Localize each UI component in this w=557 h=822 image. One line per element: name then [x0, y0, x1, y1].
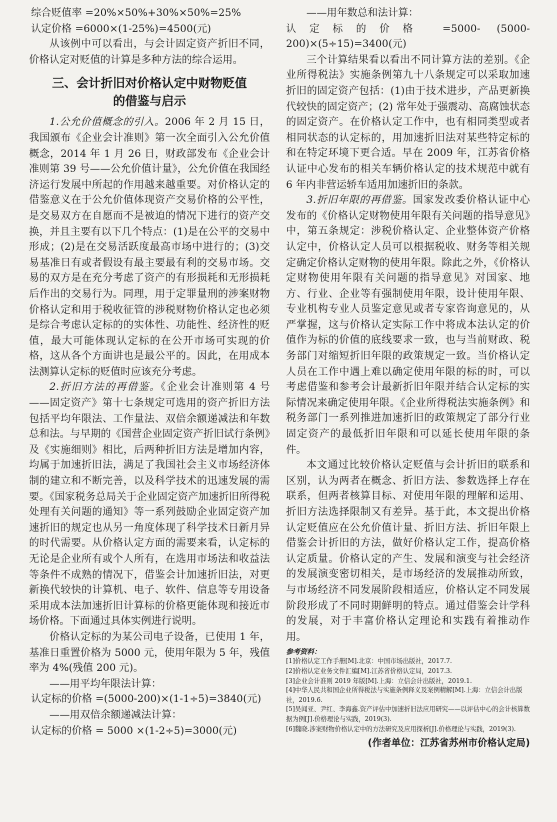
- section-heading-line: 三、会计折旧对价格认定中财物贬值: [52, 76, 247, 91]
- paragraph-text: 《企业会计准则第 4 号——固定资产》第十七条规定可选用的资产折旧方法包括平均年限法、工作量法、双倍余额递减法和年数总和法。与早期的《国营企业固定资产折旧试行条例》及《实施细则》相比，后两种折旧方法是增加内容，均属于加速折旧法，满足了我国社会主义市场经济体制的建立和不断完善，以及科学技术的迅速发展的需要。《国家税务总局关于企业固定资产加速折旧所得税处理有关问题的通知》等一系列鼓励企业固定资产加速折旧的规定也从另一角度体现了科学技术日新月异的时代需要。从价格认定方面的需要来看，认定标的无论是企业所有或个人所有，在选用市场法和收益法等条件不成熟的情况下，借鉴会计加速折旧法，对更新换代较快的计算机、电子、软件、信息等专用设备采用成本法加速折旧计算标的价格更能体现和接近市场价格。下面通过具体实例进行说明。: [29, 382, 270, 628]
- reference-item: [4]中华人民共和国企业所得税法与实施条例释义及案例精解[M].上海：立信会计出版社，2019.6.: [286, 687, 523, 704]
- paragraph: [29, 115, 270, 380]
- paragraph-text: 2006 年 2 月 15 日，我国颁布《企业会计准则》第一次全面引入公允价值概念，2014 年 1 月 26 日，财政部发布《企业会计准则第 39 号——公允价值计量》，公允价值在我国经济运行发展中所起的作用越来越重要。对价格认定的借鉴意义在于公允价值体现资产交易价格的公平性，是交易双方在自愿而不是被迫的情况下进行的资产交换，并且主要有以下几个特点：(1)是在公平的交易中形成；(2)是在交易活跃度最高市场中进行的；(3)交易基准日有或者假设有最主要最有利的交易市场。交易的双方是在充分考虑了资产的有形损耗和无形损耗后作出的交易行为。同理，用于定罪量刑的涉案财物价格认定和用于税收征管的涉税财物价格认定也必须是综合考虑认定标的的实体性、功能性、经济性的贬值，最大可能体现认定标的在公开市场可实现的价格，这从各个方面讲也是最公平的。因此，在用成本法测算认定标的贬值时应该充分考虑。: [29, 117, 270, 378]
- right-column: [286, 6, 530, 752]
- subheading: 2.折旧方法的再借鉴。: [49, 382, 161, 394]
- references: [286, 646, 530, 734]
- subheading: 1.公允价值概念的引入。: [49, 117, 165, 129]
- author-affiliation: (作者单位：江苏省苏州市价格认定局): [367, 738, 530, 750]
- paragraph: 三个计算结果看以看出不同计算方法的差别。《企业所得税法》实施条例第九十八条规定可以采取加速折旧的固定资产包括：(1)由于技术进步，产品更新换代较快的固定资产；(2) 常年处于强震动、高腐蚀状态的固定资产。在价格认定工作中，也有相同类型或者相同状态的认定标的，用加速折旧法对某些特定标的和在特定环境下更合适。早在 2009 年，江苏省价格认证中心发布的相关车辆价格认定的技术规范中就有 6 年内非营运轿车适用加速折旧的条款。: [286, 54, 530, 191]
- formula-line: 综合贬值率 =20%×50%+30%×50%=25%: [31, 8, 242, 19]
- paragraph: 从该例中可以看出，与会计固定资产折旧不同，价格认定对贬值的计算是多种方法的综合运用。: [29, 39, 270, 66]
- reference-item: [1]价格认定工作手册[M].北京：中国市场出版社，2017.7.: [286, 658, 452, 666]
- paragraph: 价格认定标的为某公司电子设备，已使用 1 年，基准日重置价格为 5000 元，使用年限为 5 年，残值率为 4%(残值 200 元)。: [29, 631, 270, 675]
- subheading: 3.折旧年限的再借鉴。: [306, 195, 413, 207]
- formula-caption: ——用年数总和法计算：: [306, 8, 419, 19]
- reference-item: [2]价格认定业务文件汇编[M].江苏省价格认定局，2017.3.: [286, 667, 452, 675]
- paragraph-text: 国家发改委价格认证中心发布的《价格认定财物使用年限有关问题的指导意见》中，第五条规定：涉税价格认定、企业整体资产价格认定中，价格认定人员可以根据税收、财务等相关规定确定价格认定财物的使用年限。除此之外，《价格认定财物使用年限有关问题的指导意见》对国家、地方、行业、企业等有强制使用年限，设计使用年限、专业机构专业人员鉴定意见或者专家咨询意见的，从严掌握，这与价格认定实际工作中将成本法认定的价值作为标的价值的底线要求一致，也与当前财政、税务部门对缩短折旧年限的政策规定一致。当价格认定人员在工作中遇上难以确定使用年限的标的时，可以考虑借鉴和参考会计最新折旧年限并结合认定标的实际情况来确定使用年限。《企业所得税法实施条例》和税务部门一系列推进加速折旧的政策规定了部分行业固定资产的最低折旧年限和可以延长使用年限的条件。: [286, 195, 530, 456]
- formula-line: 认定标的价格 =5000- (5000-200)×(5÷15)=3400(元): [286, 23, 530, 51]
- reference-item: [6]魏晓.涉案财物价格认定中的方法研究及应用探析[J].价格理论与实践，2019(3).: [286, 725, 516, 733]
- reference-item: [5]吴闻亚、尹红、李海鑫.资产评估中加速折旧法应用研究——以评估中心的会计核算数据为例[J].价格理论与实践，2019(3).: [286, 706, 530, 723]
- reference-item: [3]企业会计准则 2019 年版[M].上海：立信会计出版社，2019.1.: [286, 677, 472, 685]
- paragraph: [286, 193, 530, 458]
- formula-line: 认定价格 =6000×(1-25%)=4500(元): [31, 23, 212, 35]
- formula-caption: ——用平均年限法计算：: [49, 678, 162, 690]
- paragraph: 本文通过比较价格认定贬值与会计折旧的联系和区别，认为两者在概念、折旧方法、参数选择上存在联系，但两者核算目标、对使用年限的理解和运用、折旧方法选择限制又有差异。基于此，本文提出价格认定贬值应在公允价值计量、折旧方法、折旧年限上借鉴会计折旧的方法，做好价格认定工作，提高价格认定质量。价格认定的产生、发展和演变与社会经济的发展演变密切相关，是市场经济的发展推动所致，与市场经济不同发展阶段相适应，价格认定不同发展阶段形成了不同时期鲜明的特点。通过借鉴会计学科的发展，对于丰富价格认定理论和实践有着推动作用。: [286, 460, 530, 643]
- formula-caption: ——用双倍余额递减法计算：: [49, 709, 182, 721]
- paragraph: [29, 380, 270, 630]
- section-heading-line: 的借鉴与启示: [112, 94, 187, 109]
- section-heading: [29, 74, 270, 110]
- formula-line: 认定标的价格 = 5000 ×(1-2÷5)=3000(元): [31, 725, 237, 737]
- formula-line: 认定标的价格 =(5000-200)×(1-1÷5)=3840(元): [31, 694, 262, 706]
- references-heading: 参考资料：: [286, 647, 321, 657]
- left-column: [29, 6, 270, 739]
